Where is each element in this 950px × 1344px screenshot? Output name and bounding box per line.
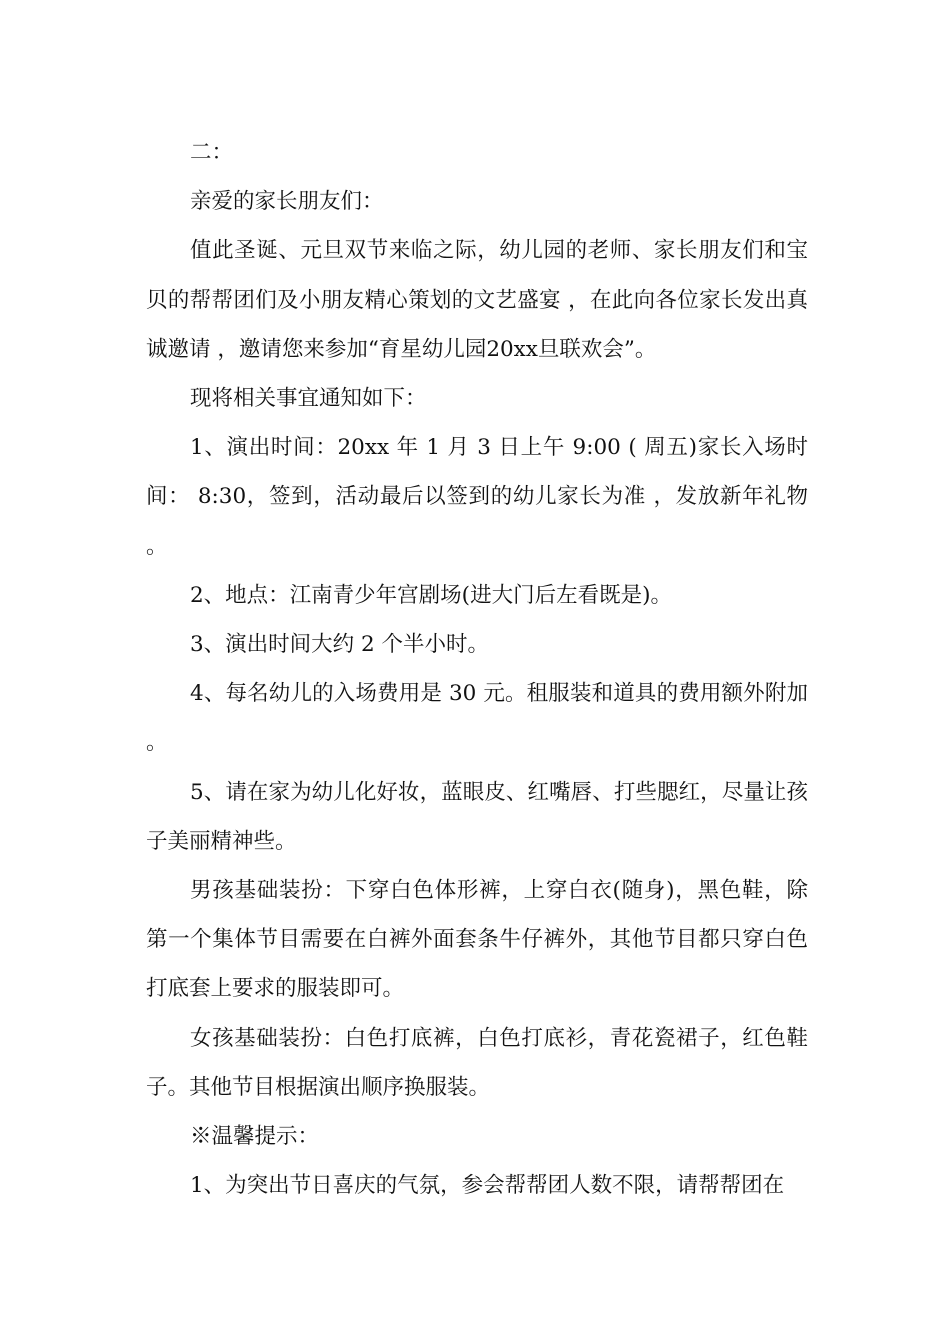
document-body xyxy=(146,128,808,1210)
item-time: 1、演出时间：20xx 年 1 月 3 日上午 9:00 ( 周五)家长入场时间： 8:30，签到，活动最后以签到的幼儿家长为准 ，发放新年礼物。 xyxy=(146,435,808,559)
girls-costume: 女孩基础装扮：白色打底裤，白色打底衫，青花瓷裙子，红色鞋子。其他节目根据演出顺序换服装。 xyxy=(146,1025,808,1100)
notice-intro: 现将相关事宜通知如下： xyxy=(190,386,427,412)
tip-item-1: 1、为突出节日喜庆的气氛，参会帮帮团人数不限，请帮帮团在 xyxy=(190,1173,785,1199)
item-duration: 3、演出时间大约 2 个半小时。 xyxy=(190,632,490,658)
boys-costume: 男孩基础装扮：下穿白色体形裤，上穿白衣(随身)，黑色鞋，除第一个集体节目需要在白裤外面套条牛仔裤外，其他节目都只穿白色打底套上要求的服装即可。 xyxy=(146,878,808,1002)
section-number: 二： xyxy=(190,140,234,165)
salutation: 亲爱的家长朋友们： xyxy=(190,189,384,215)
invitation-paragraph: 值此圣诞、元旦双节来临之际，幼儿园的老师、家长朋友们和宝贝的帮帮团们及小朋友精心策划的文艺盛宴 ，在此向各位家长发出真诚邀请 ，邀请您来参加“育星幼儿园20xx旦联欢会”。 xyxy=(146,238,808,362)
tips-heading: ※温馨提示： xyxy=(190,1124,320,1150)
item-makeup: 5、请在家为幼儿化好妆，蓝眼皮、红嘴唇、打些腮红，尽量让孩子美丽精神些。 xyxy=(146,779,808,854)
item-fee: 4、每名幼儿的入场费用是 30 元。租服装和道具的费用额外附加。 xyxy=(146,681,808,756)
item-location: 2、地点：江南青少年宫剧场(进大门后左看既是)。 xyxy=(190,582,672,608)
